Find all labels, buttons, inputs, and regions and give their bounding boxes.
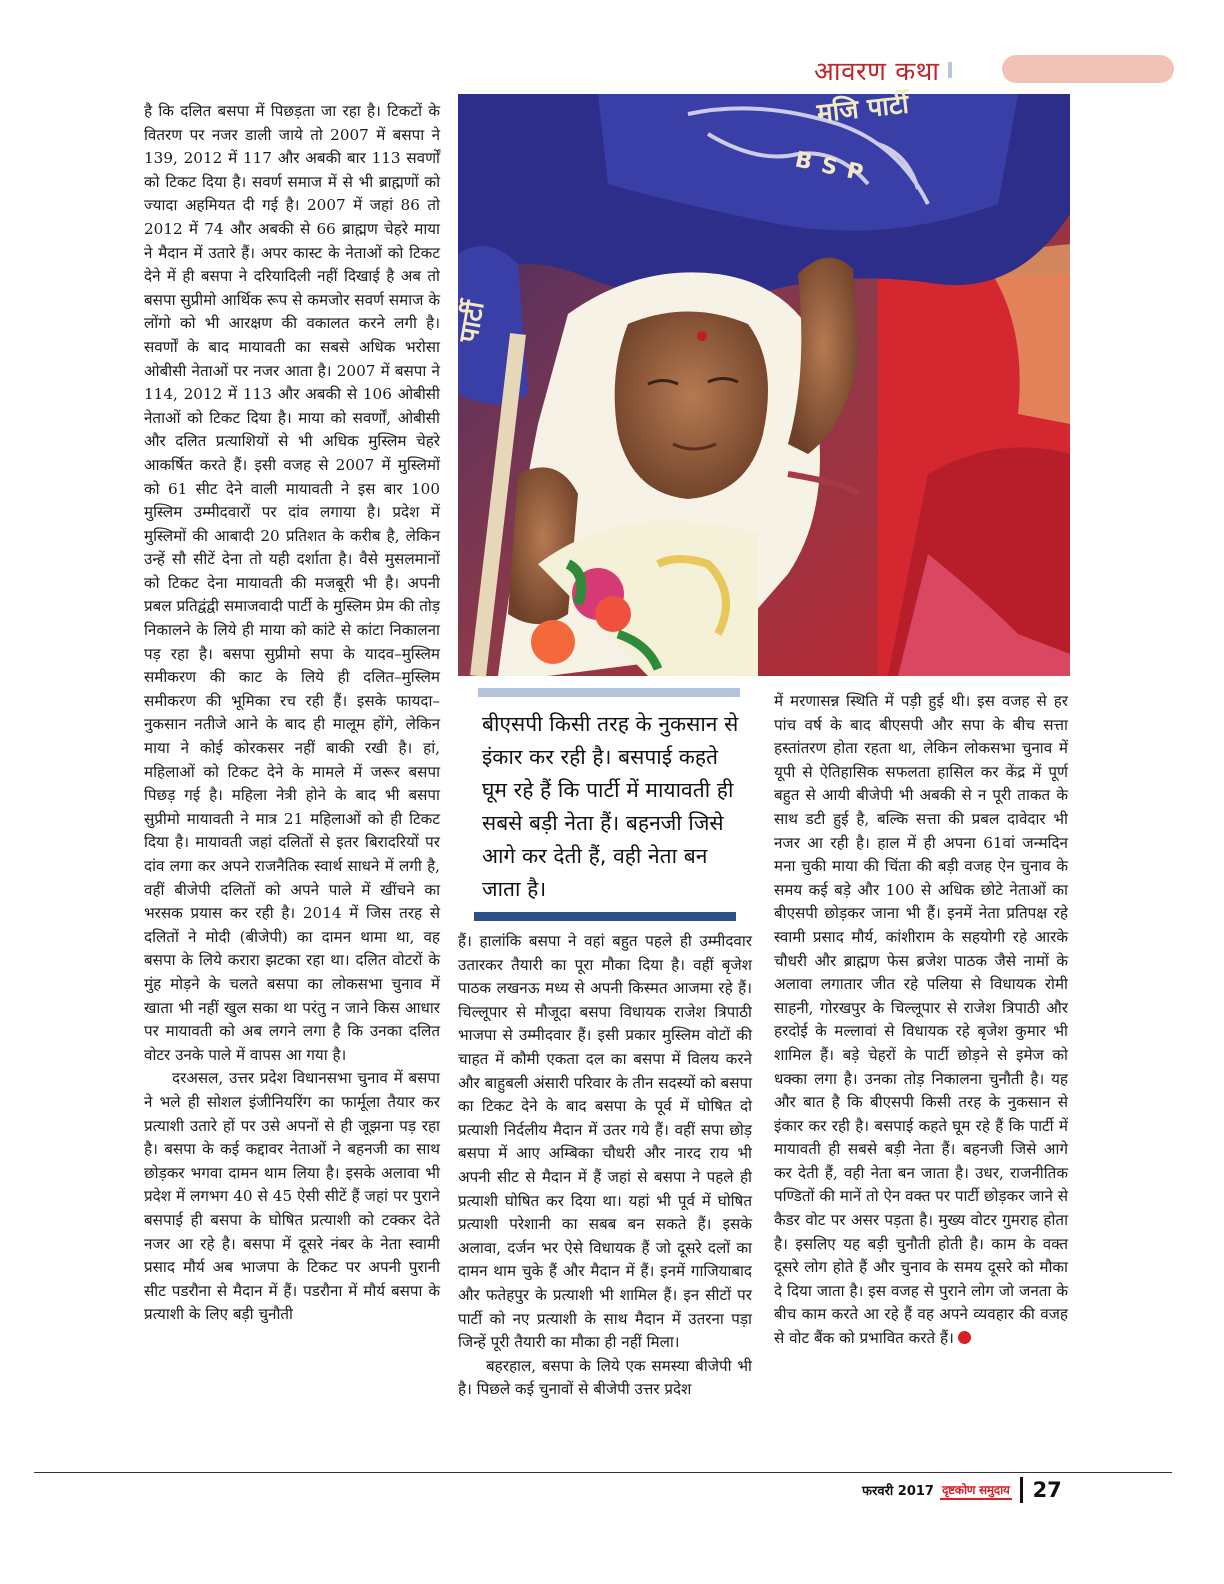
pullquote: बीएसपी किसी तरह के नुकसान से इंकार कर रही है। बसपाई कहते घूम रहे हैं कि पार्टी में मायावती ही सबसे बड़ी नेता हैं। बहनजी जिसे आगे कर देती हैं, वही नेता बन जाता है। [482,712,739,901]
article-paragraph: है कि दलित बसपा में पिछड़ता जा रहा है। टिकटों के वितरण पर नजर डाली जाये तो 2007 में बसपा ने 139, 2012 में 117 और अबकी बार 113 सवर्णों को टिकट दिया है। सवर्ण समाज में से भी ब्राह्मणों को ज्यादा अहमियत दी गई है। 2007 में जहां 86 तो 2012 में 74 और अबकी से 66 ब्राह्मण चेहरे माया ने मैदान में उतारे हैं। अपर कास्ट के नेताओं को टिकट देने में ही बसपा ने दरियादिली नहीं दिखाई है अब तो बसपा सुप्रीमो आर्थिक रूप से कमजोर सवर्ण समाज के लोंगो को भी आरक्षण की वकालत करने लगी है। सवर्णों के बाद मायावती का सबसे अधिक भरोसा ओबीसी नेताओं पर नजर आता है। 2007 में बसपा ने 114, 2012 में 113 और अबकी से 106 ओबीसी नेताओं को टिकट दिया है। माया को सवर्णों, ओबीसी और दलित प्रत्याशियों से भी अधिक मुस्लिम चेहरे आकर्षित करते हैं। इसी वजह से 2007 में मुस्लिमों को 61 सीट देने वाली मायावती ने इस बार 100 मुस्लिम उम्मीदवारों पर दांव लगाया है। प्रदेश में मुस्लिमों की आबादी 20 प्रतिशत के करीब है, लेकिन उन्हें सौ सीटें देना तो यही दर्शाता है। वैसे मुसलमानों को टिकट देना मायावती की मजबूरी भी है। अपनी प्रबल प्रतिद्वंद्वी समाजवादी पार्टी के मुस्लिम प्रेम की तोड़ निकालने के लिये ही माया को कांटे से कांटा निकालना पड़ रहा है। बसपा सुप्रीमो सपा के यादव–मुस्लिम समीकरण की काट के लिये ही दलित–मुस्लिम समीकरण की भूमिका रच रही हैं। इसके फायदा–नुकसान नतीजे आने के बाद ही मालूम होंगे, लेकिन माया ने कोई कोरकसर नहीं बाकी रखी है। हां, महिलाओं को टिकट देने के मामले में जरूर बसपा पिछड़ गई है। महिला नेत्री होने के बाद भी बसपा सुप्रीमो मायावती ने मात्र 21 महिलाओं को ही टिकट दिया है। मायावती जहां दलितों से इतर बिरादरियों पर दांव लगा कर अपने राजनैतिक स्वार्थ साधने में लगी है, वहीं बीजेपी दलितों को अपने पाले में खींचने का भरसक प्रयास कर रही है। 2014 में जिस तरह से दलितों ने मोदी (बीजेपी) का दामन थामा था, वह बसपा के लिये करारा झटका रहा था। दलित वोटरों के मुंह मोड़ने के चलते बसपा का लोकसभा चुनाव में खाता भी नहीं खुल सका था परंतु न जाने किस आधार पर मायावती को अब लगने लगा है कि उनका दलित वोटर उनके पाले में वापस आ गया है। [144,102,440,1064]
footer-rule [34,1472,1172,1473]
section-title: आवरण कथा [814,57,940,87]
article-paragraph: दरअसल, उत्तर प्रदेश विधानसभा चुनाव में बसपा ने भले ही सोशल इंजीनियरिंग का फार्मूला तैयार कर प्रत्याशी उतारे हों पर उसे अपनों से ही जूझना पड़ रहा है। बसपा के कई कद्दावर नेताओं ने बहनजी का साथ छोड़कर भगवा दामन थाम लिया है। इसके अलावा भी प्रदेश में लगभग 40 से 45 ऐसी सीटें हैं जहां पर पुराने बसपाई ही बसपा के घोषित प्रत्याशी को टक्कर देते नजर आ रहे है। बसपा में दूसरे नंबर के नेता स्वामी प्रसाद मौर्य अब भाजपा के टिकट पर अपनी पुरानी सीट पडरौना से मैदान में हैं। पडरौना में मौर्य बसपा के प्रत्याशी के लिए बड़ी चुनौती [144,1069,440,1324]
footer-separator [1020,1477,1023,1503]
article-paragraph: बहरहाल, बसपा के लिये एक समस्या बीजेपी भी है। पिछले कई चुनावों से बीजेपी उत्तर प्रदेश [458,1356,752,1399]
end-of-article-dot-icon [958,1331,971,1344]
article-column-left [144,100,440,1327]
flag-party-text-side: पार्टी [453,298,491,345]
article-paragraph [774,690,1068,1351]
section-tab-decoration [1002,55,1174,83]
article-paragraph-text: में मरणासन्न स्थिति में पड़ी हुई थी। इस वजह से हर पांच वर्ष के बाद बीएसपी और सपा के बीच सत्ता हस्तांतरण होता रहता था, लेकिन लोकसभा चुनाव में यूपी से ऐतिहासिक सफलता हासिल कर केंद्र में पूर्ण बहुत से आयी बीजेपी भी अबकी से न पूरी ताकत के साथ डटी हुई है, बल्कि सत्ता की प्रबल दावेदार भी नजर आ रही है। हाल में ही अपना 61वां जन्मदिन मना चुकी माया की चिंता की बड़ी वजह ऐन चुनाव के समय कई बड़े और 100 से अधिक छोटे नेताओं का बीएसपी छोड़कर जाना भी हैं। इनमें नेता प्रतिपक्ष रहे स्वामी प्रसाद मौर्य, कांशीराम के सहयोगी रहे आरके चौधरी और ब्राह्मण फेस ब्रजेश पाठक जैसे नामों के अलावा लगातार जीत रहे पलिया से विधायक रोमी साहनी, गोरखपुर के चिल्लूपार से राजेश त्रिपाठी और हरदोई के मल्लावां से विधायक रहे बृजेश कुमार भी शामिल हैं। बड़े चेहरों के पार्टी छोड़ने से इमेज को धक्का लगा है। उनका तोड़ निकालना चुनौती है। यह और बात है कि बीएसपी किसी तरह के नुकसान से इंकार कर रही है। बसपाई कहते घूम रहे हैं कि पार्टी में मायावती ही सबसे बड़ी नेता हैं। बहनजी जिसे आगे कर देती हैं, वही नेता बन जाता है। उधर, राजनीतिक पण्डितों की मानें तो ऐन वक्त पर पार्टी छोड़कर जाने से कैडर वोट पर असर पड़ता है। मुख्य वोटर गुमराह होता है। इसलिए यह बड़ी चुनौती होती है। काम के वक्त दूसरे लोग होते हैं और चुनाव के समय दूसरे को मौका दे दिया जाता है। इस वजह से पुराने लोग जो जनता के बीच काम करते आ रहे हैं वह अपने व्यवहार की वजह से वोट बैंक को प्रभावित करते हैं। [774,692,1068,1348]
pullquote-top-rule [478,688,740,697]
pullquote-bottom-rule [474,912,736,921]
issue-date: फरवरी 2017 [862,1484,934,1499]
section-divider [948,62,952,78]
flag-bsp-text: BSP [792,147,875,189]
article-column-middle [458,930,752,1402]
article-column-right [774,690,1068,1351]
page-number: 27 [1032,1478,1062,1502]
article-photo [453,89,1070,676]
page-footer [862,1476,1062,1504]
flag-party-text: मजि पार्टी [815,89,911,129]
magazine-logo: दृष्टकोण समुदाय [940,1481,1012,1500]
article-paragraph: हैं। हालांकि बसपा ने वहां बहुत पहले ही उम्मीदवार उतारकर तैयारी का पूरा मौका दिया है। वहीं बृजेश पाठक लखनऊ मध्य से अपनी किस्मत आजमा रहे हैं। चिल्लूपार से मौजूदा बसपा विधायक राजेश त्रिपाठी भाजपा से उम्मीदवार हैं। इसी प्रकार मुस्लिम वोटों की चाहत में कौमी एकता दल का बसपा में विलय करने और बाहुबली अंसारी परिवार के तीन सदस्यों को बसपा का टिकट देने के बाद बसपा के पूर्व में घोषित दो प्रत्याशी निर्दलीय मैदान में उतर गये हैं। वहीं सपा छोड़ बसपा में आए अम्बिका चौधरी और नारद राय भी अपनी सीट से मैदान में हैं जहां से बसपा ने पहले ही प्रत्याशी घोषित कर दिया था। यहां भी पूर्व में घोषित प्रत्याशी परेशानी का सबब बन सकते हैं। इसके अलावा, दर्जन भर ऐसे विधायक हैं जो दूसरे दलों का दामन थाम चुके हैं और मैदान में हैं। इनमें गाजियाबाद और फतेहपुर के प्रत्याशी भी शामिल हैं। इन सीटों पर पार्टी को नए प्रत्याशी के साथ मैदान में उतरना पड़ा जिन्हें पूरी तैयारी का मौका ही नहीं मिला। [458,932,753,1352]
